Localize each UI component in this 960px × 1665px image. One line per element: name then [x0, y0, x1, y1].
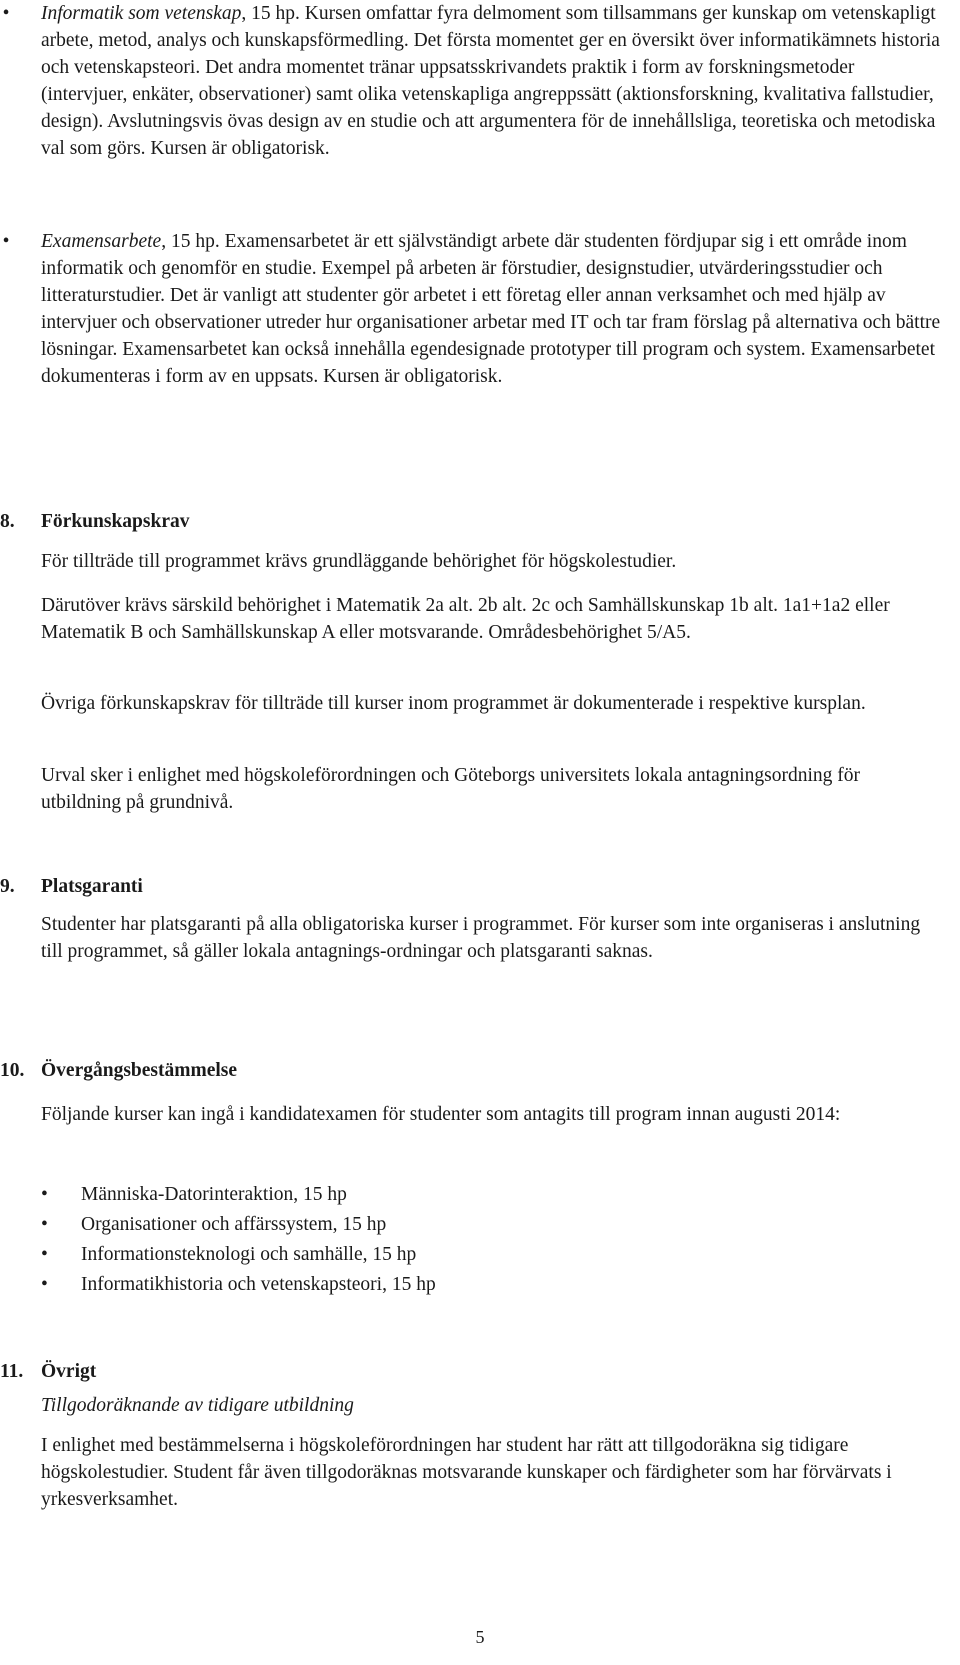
- list-item-text: Människa-Datorinteraktion, 15 hp: [81, 1184, 347, 1205]
- course-item: [0, 0, 941, 162]
- list-item-text: Organisationer och affärssystem, 15 hp: [81, 1214, 387, 1235]
- section-number: 11.: [0, 1361, 24, 1382]
- bullet-icon: •: [41, 1244, 48, 1265]
- section-title: Förkunskapskrav: [41, 511, 190, 532]
- paragraph: Studenter har platsgaranti på alla obligatoriska kurser i programmet. För kurser som inte organiseras i anslutning till programmet, så gäller lokala antagnings-ordningar och platsgaranti saknas.: [41, 914, 921, 962]
- paragraph: Urval sker i enlighet med högskoleförordningen och Göteborgs universitets lokala antagningsordning för utbildning på grundnivå.: [41, 765, 860, 813]
- section-title: Platsgaranti: [41, 876, 143, 897]
- section-number: 10.: [0, 1060, 25, 1081]
- paragraph: För tillträde till programmet krävs grundläggande behörighet för högskolestudier.: [41, 551, 677, 572]
- course-title: Examensarbete: [41, 231, 162, 252]
- paragraph: Därutöver krävs särskild behörighet i Matematik 2a alt. 2b alt. 2c och Samhällskunskap 1b alt. 1a1+1a2 eller Matematik B och Samhällskunskap A eller motsvarande. Områdesbehörighet 5/A5.: [41, 595, 890, 643]
- bullet-icon: •: [41, 1184, 48, 1205]
- paragraph: I enlighet med bestämmelserna i högskoleförordningen har student har rätt att tillgodoräkna sig tidigare högskolestudier. Student får även tillgodoräknas motsvarande kunskaper och färdigheter som har förvärvats i yrkesverksamhet.: [41, 1435, 892, 1510]
- section-heading: [0, 1358, 96, 1385]
- bullet-icon: •: [2, 3, 10, 24]
- list-item-text: Informationsteknologi och samhälle, 15 hp: [81, 1244, 417, 1265]
- course-description: Kursen omfattar fyra delmoment som tillsammans ger kunskap om vetenskapligt arbete, metod, analys och kunskapsförmedling. Det första momentet ger en översikt över informatikämnets historia och vetenskapsteori. Det andra momentet tränar uppsatsskrivandets praktik i form av forskningsmetoder (intervjuer, enkäter, observationer) samt olika vetenskapliga angreppssätt (aktionsforskning, kvalitativa fallstudier, design). Avslutningsvis övas design av en studie och att argumentera för de innehållsliga, teoretiska och metodiska val som görs. Kursen är obligatorisk.: [41, 3, 940, 159]
- course-list: [41, 1180, 938, 1300]
- section-title: Övergångsbestämmelse: [41, 1060, 238, 1081]
- section-number: 8.: [0, 511, 15, 532]
- list-item-text: Informatikhistoria och vetenskapsteori, 15 hp: [81, 1274, 436, 1295]
- list-item: [41, 1240, 938, 1270]
- list-item: [41, 1180, 938, 1210]
- list-item: [41, 1210, 938, 1240]
- section-heading: [0, 508, 189, 535]
- course-item: [0, 228, 941, 390]
- section-number: 9.: [0, 876, 15, 897]
- subheading: Tillgodoräknande av tidigare utbildning: [41, 1395, 354, 1416]
- bullet-icon: •: [2, 231, 10, 252]
- paragraph: Följande kurser kan ingå i kandidatexamen för studenter som antagits till program innan augusti 2014:: [41, 1104, 841, 1125]
- course-title: Informatik som vetenskap: [41, 3, 242, 24]
- page-number: 5: [475, 1627, 485, 1647]
- paragraph: Övriga förkunskapskrav för tillträde till kurser inom programmet är dokumenterade i respektive kursplan.: [41, 693, 866, 714]
- section-title: Övrigt: [41, 1361, 97, 1382]
- bullet-icon: •: [41, 1214, 48, 1235]
- course-paragraph: [41, 0, 941, 162]
- section-heading: [0, 873, 143, 900]
- bullet-icon: •: [41, 1274, 48, 1295]
- list-item: [41, 1270, 938, 1300]
- course-description: Examensarbetet är ett självständigt arbete där studenten fördjupar sig i ett område inom informatik och genomför en studie. Exempel på arbeten är förstudier, designstudier, utvärderingsstudier och litteraturstudier. Det är vanligt att studenter gör arbetet i ett företag eller annan verksamhet och med hjälp av intervjuer och observationer utreder hur organisationer arbetar med IT och tar fram förslag på alternativa och bättre lösningar. Examensarbetet kan också innehålla egendesignade prototyper till program och system. Examensarbetet dokumenteras i form av en uppsats. Kursen är obligatorisk.: [41, 231, 941, 387]
- course-paragraph: [41, 228, 941, 390]
- section-heading: [0, 1057, 237, 1084]
- course-credits: , 15 hp.: [241, 3, 300, 24]
- course-credits: , 15 hp.: [161, 231, 220, 252]
